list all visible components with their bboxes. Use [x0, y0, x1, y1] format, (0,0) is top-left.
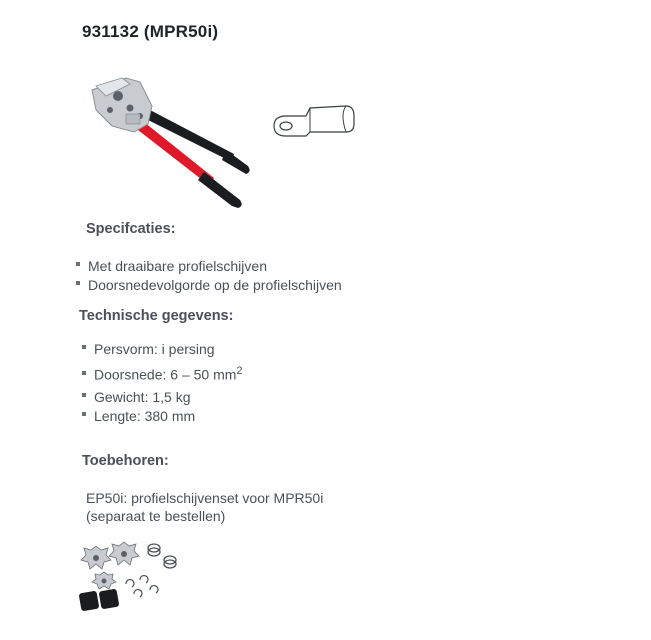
bullet-icon [82, 371, 86, 375]
accessories-line-2: (separaat te bestellen) [86, 508, 226, 524]
bullet-icon [82, 393, 86, 397]
bullet-icon [76, 281, 80, 285]
accessories-heading: Toebehoren: [82, 453, 169, 469]
bullet-icon [76, 262, 80, 266]
cable-lug-image [270, 100, 360, 144]
tech-cross-section: Doorsnede: 6 – 50 $mm^2$ [82, 365, 243, 383]
accessory-set-image [74, 534, 194, 614]
bullet-icon [82, 412, 86, 416]
tech-press-form: Persvorm: i persing [82, 341, 215, 357]
product-title: 931132 (MPR50i) [82, 22, 219, 41]
specs-heading: Specifcaties: [86, 221, 176, 237]
spec-item-2: Doorsnedevolgorde op de profielschijven [76, 277, 342, 293]
tech-length: Lengte: 380 mm [82, 408, 195, 424]
technical-heading: Technische gegevens: [79, 308, 234, 324]
bullet-icon [82, 345, 86, 349]
crimping-tool-image [82, 70, 262, 210]
spec-item-1: Met draaibare profielschijven [76, 258, 267, 274]
tech-weight: Gewicht: 1,5 kg [82, 389, 191, 405]
accessories-line-1: EP50i: profielschijvenset voor MPR50i [86, 490, 324, 506]
